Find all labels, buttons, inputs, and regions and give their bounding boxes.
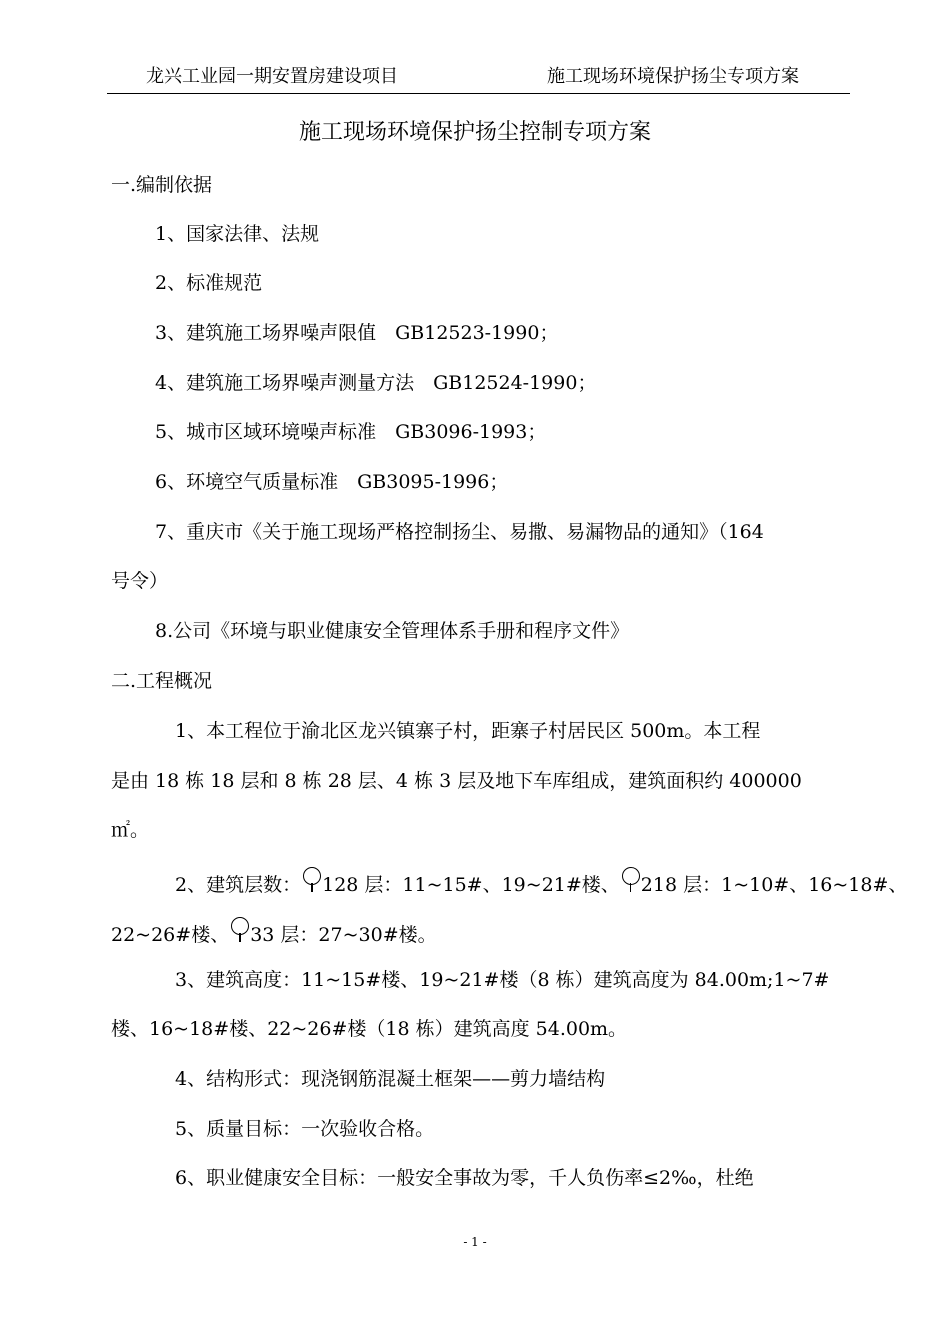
overview-item-2-marker: 2 xyxy=(640,874,653,896)
overview-item-5: 5、质量目标：一次验收合格。 xyxy=(175,1118,435,1140)
basis-item-2: 2、标准规范 xyxy=(155,272,263,294)
overview-item-2-continued xyxy=(111,917,437,948)
circled-number-icon xyxy=(622,867,640,885)
basis-item-4: 4、建筑施工场界噪声测量方法 GB12524-1990； xyxy=(155,372,597,394)
circled-number-icon xyxy=(231,917,249,935)
basis-item-6: 6、环境空气质量标准 GB3095-1996； xyxy=(155,471,509,493)
overview-item-2-part-1: 28 层：11~15#、19~21#楼、 xyxy=(334,874,620,896)
section-heading-overview: 二.工程概况 xyxy=(111,670,213,692)
basis-item-5: 5、城市区域环境噪声标准 GB3096-1993； xyxy=(155,421,547,443)
overview-item-2-marker: 3 xyxy=(250,924,263,946)
overview-item-1-continued: 是由 18 栋 18 层和 8 栋 28 层、4 栋 3 层及地下车库组成，建筑面积约 400000 xyxy=(111,770,802,792)
overview-item-6: 6、职业健康安全目标：一般安全事故为零，千人负伤率≤2‰，杜绝 xyxy=(175,1167,754,1189)
page-number: - 1 - xyxy=(463,1235,487,1249)
header-document-name: 施工现场环境保护扬尘专项方案 xyxy=(547,66,799,87)
overview-item-2 xyxy=(175,867,907,898)
overview-item-1-unit: ㎡。 xyxy=(111,819,150,841)
basis-item-7-continued: 号令） xyxy=(111,570,169,592)
overview-item-1: 1、本工程位于渝北区龙兴镇寨子村，距寨子村居民区 500m。本工程 xyxy=(175,720,761,742)
basis-item-3: 3、建筑施工场界噪声限值 GB12523-1990； xyxy=(155,322,559,344)
overview-item-3: 3、建筑高度：11~15#楼、19~21#楼（8 栋）建筑高度为 84.00m;1~7# xyxy=(175,969,830,991)
basis-item-8: 8.公司《环境与职业健康安全管理体系手册和程序文件》 xyxy=(155,620,630,642)
header-divider xyxy=(107,93,850,94)
overview-item-2-part-2: 18 层：1~10#、16~18#、 xyxy=(652,874,908,896)
basis-item-7: 7、重庆市《关于施工现场严格控制扬尘、易撒、易漏物品的通知》（164 xyxy=(155,521,764,543)
header-project-name: 龙兴工业园一期安置房建设项目 xyxy=(146,66,398,87)
circled-number-icon xyxy=(303,867,321,885)
section-heading-basis: 一.编制依据 xyxy=(111,174,213,196)
overview-item-4: 4、结构形式：现浇钢筋混凝土框架——剪力墙结构 xyxy=(175,1068,606,1090)
document-title: 施工现场环境保护扬尘控制专项方案 xyxy=(298,120,651,145)
overview-item-2-label: 2、建筑层数： xyxy=(175,874,302,896)
overview-item-2-part-4: 3 层：27~30#楼。 xyxy=(262,924,437,946)
basis-item-1: 1、国家法律、法规 xyxy=(155,223,320,245)
overview-item-3-continued: 楼、16~18#楼、22~26#楼（18 栋）建筑高度 54.00m。 xyxy=(111,1018,628,1040)
overview-item-2-marker: 1 xyxy=(322,874,335,896)
overview-item-2-part-3: 22~26#楼、 xyxy=(111,924,230,946)
